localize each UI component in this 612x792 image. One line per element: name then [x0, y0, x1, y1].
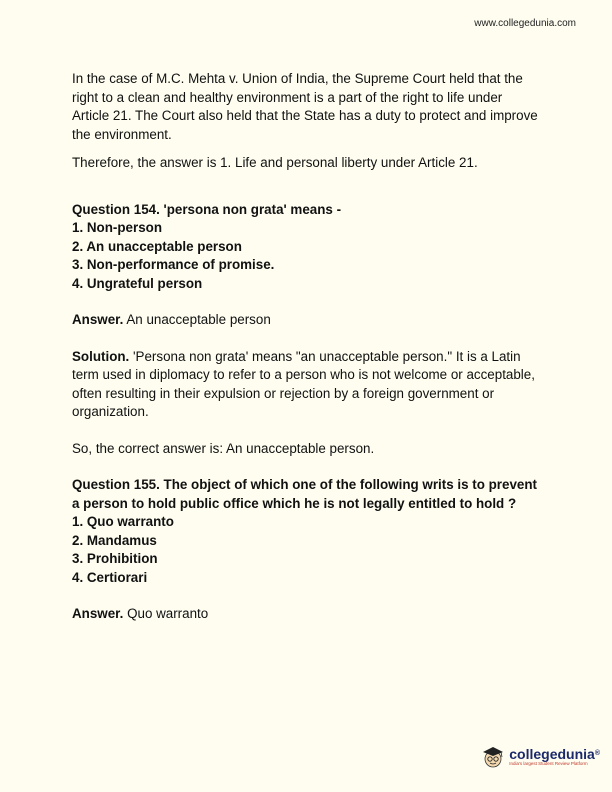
- q155-answer: [72, 605, 542, 624]
- q154-option-3: 3. Non-performance of promise.: [72, 257, 275, 272]
- q155-option-2: 2. Mandamus: [72, 532, 157, 548]
- q155-option-3: 3. Prohibition: [72, 551, 158, 566]
- answer-label: Answer.: [72, 312, 124, 327]
- logo-name: collegedunia: [509, 746, 595, 762]
- q154-option-1: 1. Non-person: [72, 220, 163, 235]
- logo-tagline: India's largest Student Review Platform: [509, 761, 588, 766]
- q154-solution: [72, 348, 542, 422]
- logo-tm: ®: [594, 750, 600, 757]
- answer-text: An unacceptable person: [123, 312, 271, 327]
- q154-answer: [72, 311, 542, 330]
- answer-text: Quo warranto: [123, 606, 209, 621]
- mascot-icon: [480, 744, 506, 770]
- intro-conclusion: Therefore, the answer is 1. Life and personal liberty under Article 21.: [72, 155, 478, 170]
- solution-text: 'Persona non grata' means "an unacceptable person." It is a Latin term used in diplomacy to refer to a person who is not welcome or acceptable, often resulting in their expulsion or rejection by a foreign government or organization.: [72, 348, 535, 419]
- question-155: Question 155. The object of which one of the following writs is to prevent a person to hold public office which he is not legally entitled to hold ?: [72, 477, 537, 511]
- page-content: [72, 70, 542, 624]
- q155-option-1: 1. Quo warranto: [72, 514, 174, 529]
- collegedunia-logo[interactable]: [480, 744, 600, 770]
- intro-paragraph: In the case of M.C. Mehta v. Union of India, the Supreme Court held that the right to a clean and healthy environment is a part of the right to life under Article 21. The Court also held that the State has a duty to protect and improve the environment.: [72, 71, 538, 142]
- q155-option-4: 4. Certiorari: [72, 569, 148, 585]
- question-154: Question 154. 'persona non grata' means -: [72, 201, 342, 217]
- q154-option-2: 2. An unacceptable person: [72, 238, 242, 254]
- q154-conclusion: So, the correct answer is: An unacceptable person.: [72, 440, 375, 456]
- answer-label: Answer.: [72, 606, 124, 621]
- q154-option-4: 4. Ungrateful person: [72, 275, 203, 291]
- site-url[interactable]: www.collegedunia.com: [474, 18, 576, 29]
- solution-label: Solution.: [72, 348, 130, 364]
